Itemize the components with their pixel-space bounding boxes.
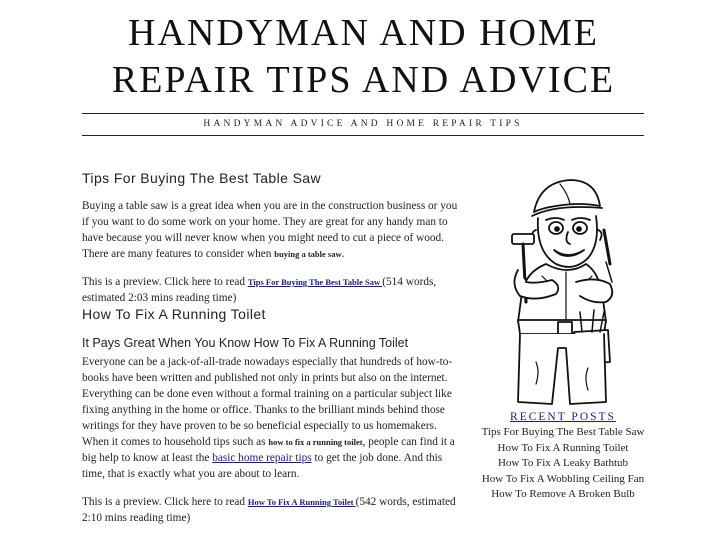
recent-posts-heading[interactable]: RECENT POSTS	[510, 411, 616, 423]
site-title[interactable]	[0, 10, 727, 104]
read-more-line	[82, 274, 464, 306]
post-excerpt-text: Everyone can be a jack-of-all-trade nowadays especially that hundreds of how-to-books have been written and published not only in prints but also on the internet. Everything can be done even without a formal training on a particular subject like fixing anything in the home or office. Thanks to the brilliant minds behind those writings for they have proven to be so beneficial especially to us homemakers. When it comes to household tips such as	[82, 356, 453, 448]
sidebar	[478, 170, 648, 503]
site-tagline: HANDYMAN ADVICE AND HOME REPAIR TIPS	[203, 119, 523, 129]
recent-post-link[interactable]: How To Fix A Running Toilet	[497, 441, 629, 454]
read-more-suffix: (514 words, estimated 2:03 mins reading time)	[82, 276, 437, 304]
site-title-line-2[interactable]: REPAIR TIPS AND ADVICE	[111, 59, 616, 101]
post-title[interactable]: How To Fix A Running Toilet	[82, 306, 266, 322]
basic-repair-tips-link[interactable]: basic home repair tips	[212, 452, 312, 464]
read-more-suffix: (542 words, estimated 2:10 mins reading time)	[82, 496, 456, 524]
post-keyword: how to fix a running toilet	[268, 437, 363, 447]
recent-post-link[interactable]: Tips For Buying The Best Table Saw	[481, 426, 645, 438]
post-excerpt	[82, 198, 464, 262]
post-excerpt-text: Buying a table saw is a great idea when you are in the construction business or you if you want to do some work on your home. They are great for any handy man to have because you will never know when you might need to cut a piece of wood. There are many features to consider when	[82, 200, 458, 260]
read-more-link[interactable]: How To Fix A Running Toilet	[247, 497, 356, 507]
handyman-mascot-icon	[496, 172, 626, 407]
header-divider-top	[82, 113, 644, 114]
post-subtitle: It Pays Great When You Know How To Fix A Running Toilet	[82, 336, 409, 350]
read-more-line	[82, 494, 464, 526]
post-excerpt-text: to get the job done. And this time, that is exactly what you are about to learn.	[82, 452, 443, 480]
read-more-prefix: This is a preview. Click here to read	[82, 496, 248, 508]
post-title[interactable]: Tips For Buying The Best Table Saw	[82, 170, 322, 186]
post-excerpt-text: , people can find it a big help to know at least the	[82, 436, 455, 464]
recent-post-link[interactable]: How To Fix A Wobbling Ceiling Fan	[481, 472, 645, 485]
read-more-prefix: This is a preview. Click here to read	[82, 276, 248, 288]
recent-post-link[interactable]: How To Remove A Broken Bulb	[491, 488, 635, 500]
main-content	[82, 170, 464, 526]
recent-posts-list	[478, 425, 648, 503]
read-more-link[interactable]: Tips For Buying The Best Table Saw	[247, 277, 383, 287]
post-keyword: buying a table saw	[274, 249, 342, 259]
site-title-line-1[interactable]: HANDYMAN AND HOME	[128, 12, 599, 54]
header-divider-bottom	[82, 135, 644, 136]
post-excerpt-end: .	[341, 248, 345, 260]
post-excerpt	[82, 354, 464, 482]
recent-post-link[interactable]: How To Fix A Leaky Bathtub	[497, 457, 629, 469]
